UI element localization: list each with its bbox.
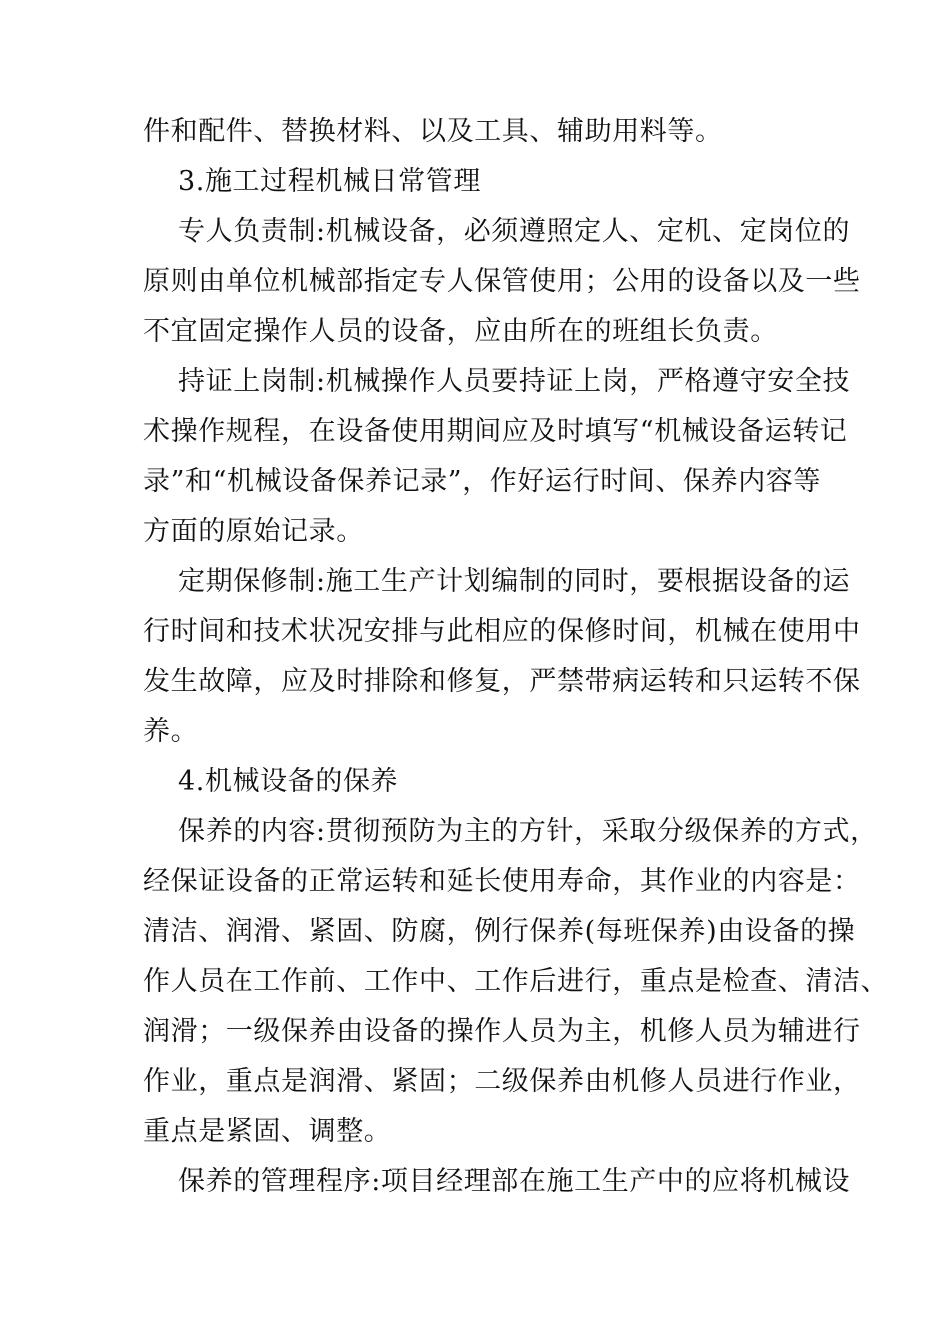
text-line-3: 专人负责制:机械设备，必须遵照定人、定机、定岗位的	[178, 216, 851, 247]
text-line-22: 保养的管理程序:项目经理部在施工生产中的应将机械设	[178, 1166, 851, 1197]
text-line-17: 清洁、润滑、紧固、防腐，例行保养(每班保养)由设备的操	[143, 916, 856, 947]
text-line-13: 养。	[143, 716, 199, 747]
text-line-21: 重点是紧固、调整。	[143, 1116, 392, 1147]
text-line-18: 作人员在工作前、工作中、工作后进行，重点是检查、清洁、	[143, 966, 889, 997]
text-line-20: 作业，重点是润滑、紧固；二级保养由机修人员进行作业，	[143, 1066, 861, 1097]
text-line-10: 定期保修制:施工生产计划编制的同时，要根据设备的运	[178, 566, 851, 597]
section-heading-4: 4.机械设备的保养	[178, 766, 399, 797]
text-line-7: 术操作规程，在设备使用期间应及时填写“机械设备运转记	[143, 416, 848, 447]
text-line-11: 行时间和技术状况安排与此相应的保修时间，机械在使用中	[143, 616, 861, 647]
text-line-16: 经保证设备的正常运转和延长使用寿命，其作业的内容是：	[143, 866, 861, 897]
text-line-6: 持证上岗制:机械操作人员要持证上岗，严格遵守安全技	[178, 366, 851, 397]
text-line-19: 润滑；一级保养由设备的操作人员为主，机修人员为辅进行	[143, 1016, 861, 1047]
text-line-4: 原则由单位机械部指定专人保管使用；公用的设备以及一些	[143, 266, 861, 297]
text-line-8: 录”和“机械设备保养记录”，作好运行时间、保养内容等	[143, 466, 822, 497]
section-heading-3: 3.施工过程机械日常管理	[178, 166, 481, 197]
text-line-9: 方面的原始记录。	[143, 516, 364, 547]
text-line-1: 件和配件、替换材料、以及工具、辅助用料等。	[143, 116, 723, 147]
text-line-15: 保养的内容:贯彻预防为主的方针，采取分级保养的方式，	[178, 816, 878, 847]
text-line-5: 不宜固定操作人员的设备，应由所在的班组长负责。	[143, 316, 778, 347]
text-line-12: 发生故障，应及时排除和修复，严禁带病运转和只运转不保	[143, 666, 861, 697]
